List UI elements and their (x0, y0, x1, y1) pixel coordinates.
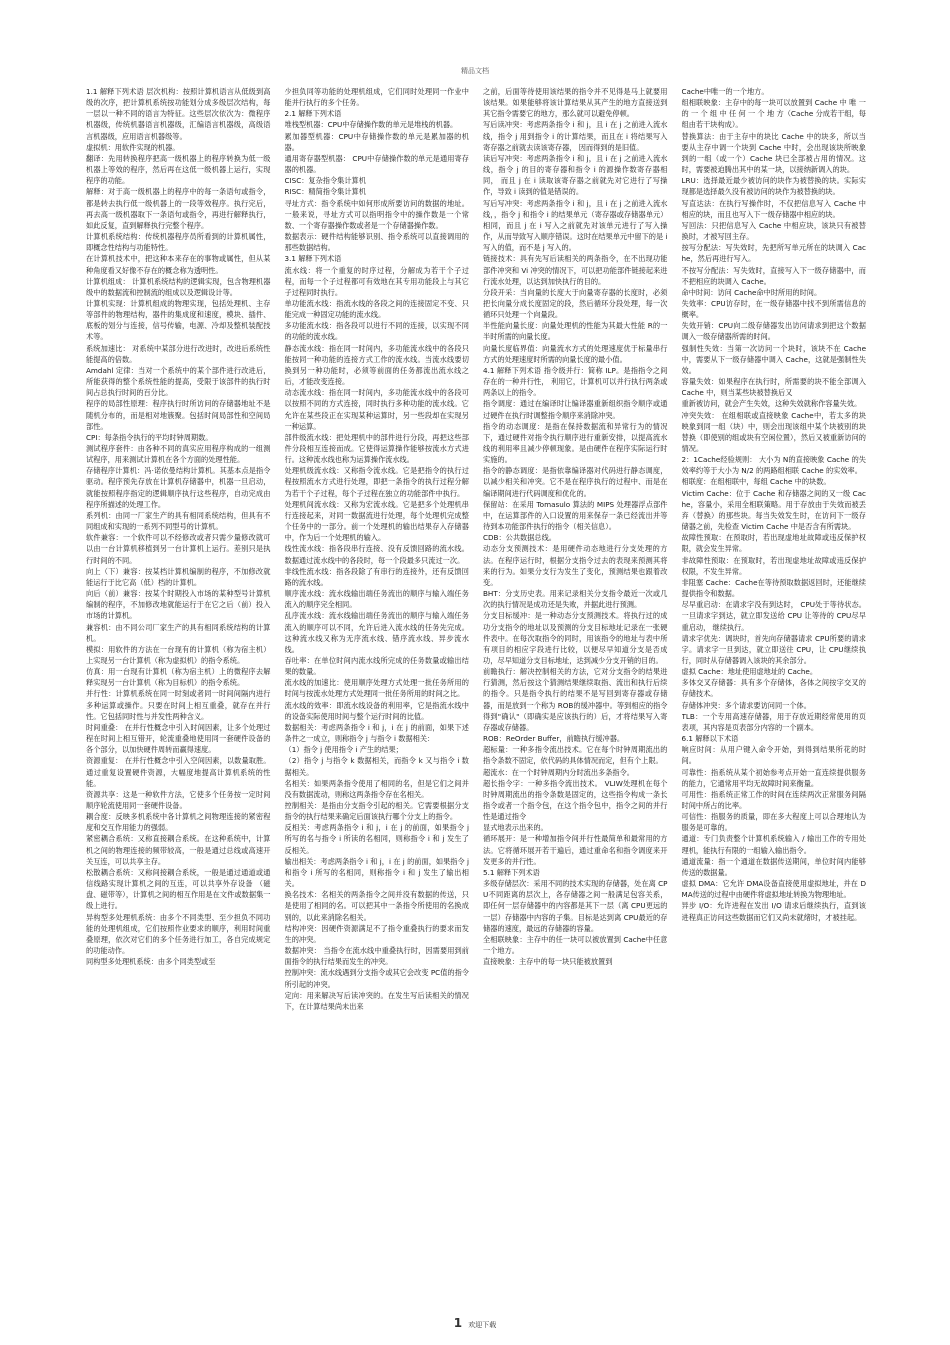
paragraph: 不按写分配法：写失效时，直接写入下一级存储器中，而不把相应的块调入 Cache。 (681, 265, 866, 286)
page-header: 精品文档 (461, 67, 489, 75)
paragraph: 冲突失效： 在组相联或直接映象 Cache中，若太多的块映象到同一组（块）中，则会出现该组中某个块被别的块替换（即使别的组或块有空闲位置），然后又被重新访问的情况。 (681, 410, 866, 453)
paragraph: 循环展开：是一种增加指令间并行性最简单和最常用的方法。它将循环展开若干遍后，通过重命名和指令调度来开发更多的并行性。 (483, 834, 668, 866)
paragraph: 输出相关：考虑两条指令 i 和 j，i 在 j 的前面，如果指令 j 和指令 i 所写的名相同，则称指令 i 和 j 发生了输出相关。 (284, 856, 469, 889)
paragraph: 异构型多处理机系统：由多个不同类型、至少担负不同功能的处理机组成，它们按照作业要求的顺序，利用时间重叠原理，依次对它们的多个任务进行加工，各自完成规定的功能动作。 (86, 912, 271, 956)
paragraph: 数据冲突： 当指令在流水线中重叠执行时，因需要用到前面指令的执行结果而发生的冲突。 (284, 946, 469, 967)
paragraph: Victim Cache：位于 Cache 和存储器之间的又一级 Cache，容量小，采用全相联策略。用于存放由于失效而被丢弃（替换）的那些块。每当失效发生时，在访问下一级存储器之前，先检查 Victim Cache 中是否含有所需块。 (681, 488, 866, 532)
paragraph: 静态流水线：指在同一时间内，多功能流水线中的各段只能按同一种功能的连接方式工作的流水线。当流水线要切换到另一种功能时，必须等前面的任务都流出流水线之后，才能改变连接。 (284, 343, 469, 387)
paragraph: 命中时间：访问 Cache命中时所用的时间。 (681, 287, 822, 297)
paragraph: 显式地表示出来的。 (483, 823, 548, 833)
paragraph: 解释：对于高一级机器上的程序中的每一条语句或指令，都是转去执行低一级机器上的一段等效程序。执行完后，再去高一级机器取下一条语句或指令，再进行解释执行，如此反复，直到解释执行完整个程序。 (86, 187, 271, 230)
paragraph: 存储程序计算机：冯·诺依曼结构计算机。其基本点是指令驱动。程序预先存放在计算机存储器中，机器一旦启动，就能按照程序指定的逻辑顺序执行这些程序，自动完成由程序所描述的处理工作。 (86, 466, 271, 509)
paragraph: 资源共享：这是一种软件方法，它使多个任务按一定时间顺序轮流使用同一套硬件设备。 (86, 789, 271, 810)
paragraph: 相联度：在组相联中，每组 Cache 中的块数。 (681, 477, 831, 487)
paragraph: 非阻塞 Cache：Cache在等待预取数据返回时，还能继续提供指令和数据。 (681, 577, 866, 599)
paragraph: 指令的动态调度：是指在保持数据流和异常行为的情况下，通过硬件对指令执行顺序进行重新安排，以提高流水线的利用率且减少停顿现象。是由硬件在程序实际运行时实施的。 (483, 421, 668, 465)
paragraph: 通道流量：指一个通道在数据传送期间，单位时间内能够传送的数据量。 (681, 856, 866, 877)
paragraph: 按写分配法：写失效时，先把所写单元所在的块调入 Cache，然后再进行写入。 (681, 243, 866, 264)
paragraph: 控制相关：是指由分支指令引起的相关。它需要根据分支指令的执行结果来确定后面该执行哪个分支上的指令。 (284, 801, 469, 822)
paragraph: 资源重复： 在并行性概念中引入空间因素，以数量取胜。通过重复设置硬件资源，大幅度地提高计算机系统的性能。 (86, 756, 271, 788)
paragraph: 数据表示：硬件结构能够识别、指令系统可以直接调用的那些数据结构。 (284, 232, 469, 253)
paragraph: 可信性：指服务的质量，即在多大程度上可以合理地认为服务是可靠的。 (681, 812, 866, 833)
paragraph: 少担负同等功能的处理机组成，它们同时处理同一作业中能并行执行的多个任务。 (284, 87, 469, 108)
paragraph: 寻址方式：指令系统中如何形成所要访问的数据的地址。一般来说，寻址方式可以指明指令中的操作数是一个常数、一个寄存器操作数或者是一个存储器操作数。 (284, 198, 469, 230)
paragraph: （2）指令 j 与指令 k 数据相关，而指令 k 又与指令 i 数据相关。 (284, 756, 469, 777)
paragraph: 模拟：用软件的方法在一台现有的计算机（称为宿主机）上实现另一台计算机（称为虚拟机）的指令系统。 (86, 644, 271, 665)
paragraph: 超长指令字：一种多指令流出技术。 VLIW处理机在每个时钟周期流出的指令条数是固定的，这些指令构成一条长指令或者一个指令包，在这个指令包中，指令之间的并行性是通过指令 (483, 778, 668, 822)
paragraph: 向上（下）兼容：按某档计算机编制的程序，不加修改就能运行于比它高（低）档的计算机。 (86, 566, 271, 587)
paragraph: 向量长度临界值：向量流水方式的处理速度优于标量串行方式的处理速度时所需的向量长度的最小值。 (483, 343, 668, 364)
text-column-2 (285, 86, 470, 1294)
paragraph: 非线性流水线：指各段除了有串行的连接外，还有反馈回路的流水线。 (284, 566, 469, 587)
paragraph: 写后写冲突：考虑两条指令 i 和 j，且 i 在 j 之前进入流水线，，指令 j 和指令 i 的结果单元（寄存器或存储器单元）相同，而且 j 在 i 写入之前就先对该单元进行了写入操作，从而导致写入顺序错误。这时在结果单元中留下的是 i 写入的值，而不是 j 写入的。 (483, 198, 668, 253)
paragraph: 时间重叠： 在并行性概念中引入时间因素，让多个处理过程在时间上相互错开，轮流重叠地使用同一套硬件设备的各个部分，以加快硬件周转而赢得速度。 (86, 722, 271, 755)
text-column-1 (86, 86, 271, 1294)
paragraph: Cache中唯一的一个地方。 (681, 87, 769, 96)
paragraph: 尽早重启动：在请求字没有到达时， CPU处于等待状态。一旦请求字到达，就立即发送给 CPU 让等待的 CPU尽早重启动， 继续执行。 (681, 600, 866, 632)
paragraph: 定向：用来解决写后读冲突的。在发生写后读相关的情况下，在计算结果尚未出来 (284, 990, 469, 1011)
text-column-4 (682, 86, 867, 1294)
paragraph: 控制冲突：流水线遇到分支指令或其它会改变 PC值的指令所引起的冲突。 (284, 968, 469, 989)
paragraph: 结构冲突：因硬件资源满足不了指令重叠执行的要求而发生的冲突。 (284, 923, 469, 944)
paragraph: Amdahl 定律：当对一个系统中的某个部件进行改进后，所能获得的整个系统性能的提高，受限于该部件的执行时间占总执行时间的百分比。 (86, 365, 271, 398)
paragraph: 前瞻执行：解决控制相关的方法，它对分支指令的结果进行猜测，然后按这个猜测结果继续取指、流出和执行后续的指令。只是指令执行的结果不是写回到寄存器或存储器，而是放到一个称为 ROB的缓冲器中。等到相应的指令得到"确认"（即确实是应该执行的）后，才将结果写入寄存器或存储器。 (483, 667, 668, 732)
paragraph: 超标量：一种多指令流出技术。它在每个时钟周期流出的指令条数不固定，依代码的具体情况而定，但有个上限。 (483, 745, 668, 766)
text-column-3 (483, 86, 668, 1294)
page-number: 1 (453, 1316, 463, 1330)
paragraph: 读后写冲突：考虑两条指令 i 和 j，且 i 在 j 之前进入流水线，指令 j 的目的寄存器和指令 i 的源操作数寄存器相同， 而且 j 在 i 读取该寄存器之前就先对它进行了写操作，导致 i 读到的值是错误的。 (483, 153, 668, 197)
paragraph: 累加器型机器：CPU中存储操作数的单元是累加器的机器。 (284, 131, 469, 152)
paragraph: 写回法：只把信息写入 Cache 中相应块，该块只有被替换时，才被写回主存。 (681, 220, 866, 242)
footer-label: 欢迎下载 (468, 1321, 497, 1329)
paragraph: 虚拟 DMA：它允许 DMA设备直接使用虚拟地址，并在 DMA传送的过程中由硬件将虚拟地址转换为物理地址。 (681, 879, 866, 900)
paragraph: RISC：精简指令集计算机 (284, 187, 366, 197)
paragraph: 分支目标缓冲：是一种动态分支预测技术。将执行过的成功分支指令的地址以及预测的分支目标地址记录在一张硬件表中。在每次取指令的同时，用该指令的地址与表中所有项目的相应字段进行比较，以便尽早知道分支是否成功，尽早知道分支目标地址，达到减少分支开销的目的。 (483, 611, 668, 665)
paragraph: 系统加速比： 对系统中某部分进行改进时，改进后系统性能提高的倍数。 (86, 343, 271, 364)
paragraph: 虚拟机：用软件实现的机器。 (86, 142, 180, 152)
paragraph: （1）指令 j 使用指令 i 产生的结果； (284, 745, 403, 755)
paragraph: BHT：分支历史表。用来记录相关分支指令最近一次或几次的执行情况是成功还是失败，并据此进行预测。 (483, 589, 668, 610)
paragraph: 异步 I/O：允许进程在发出 I/O 请求后继续执行，直到该进程真正访问这些数据而它们又尚未就绪时，才被挂起。 (681, 901, 866, 922)
paragraph: 强制性失效：当第一次访问一个块时，该块不在 Cache 中，需要从下一级存储器中调入 Cache，这就是强制性失效。 (681, 343, 866, 375)
paragraph: 链接技术：具有先写后读相关的两条指令，在不出现功能部件冲突和 Vi 冲突的情况下，可以把功能部件链接起来进行流水处理，以达到加快执行的目的。 (483, 254, 668, 286)
paragraph: 组相联映象：主存中的每一块可以放置到 Cache 中 唯 一 的 一 个 组 中 任 何 一 个 地 方（Cache 分成若干组，每组由若干块构成）。 (681, 98, 866, 130)
paragraph: 向后（前）兼容：按某个时期投入市场的某种型号计算机编制的程序，不加修改地就能运行于在它之后（前）投入市场的计算机。 (86, 589, 271, 621)
paragraph: 虚拟 Cache：地址使用虚地址的 Cache。 (681, 667, 818, 677)
paragraph: 流水线的效率：即流水线设备的利用率，它是指流水线中的设备实际使用时间与整个运行时间的比值。 (284, 700, 469, 721)
paragraph: TLB：一个专用高速存储器，用于存放近期经常使用的页表项，其内容是页表部分内容的一个副本。 (681, 711, 866, 732)
paragraph: 程序的局部性原理：程序执行时所访问的存储器地址不是随机分布的，而是相对地簇聚。包括时间局部性和空间局部性。 (86, 399, 271, 431)
paragraph: 直接映象：主存中的每一块只能被放置到 (483, 957, 613, 967)
paragraph: 半性能向量长度：向量处理机的性能为其最大性能 R的一半时所需的向量长度。 (483, 321, 668, 342)
paragraph: 数据相关：考虑两条指令 i 和 j，i 在 j 的前面，如果下述条件之一成立，则称指令 j 与指令 i 数据相关： (284, 722, 469, 744)
paragraph: 多功能流水线：指各段可以进行不同的连接，以实现不同的功能的流水线。 (284, 321, 469, 342)
paragraph: 故障性预取：在预取时，若出现虚地址故障或违反保护权限，就会发生异常。 (681, 533, 866, 554)
paragraph: 通道：专门负责整个计算机系统输入 / 输出工作的专用处理机，能执行有限的一组输入输出指令。 (681, 834, 866, 855)
paragraph: 动态流水线：指在同一时间内，多功能流水线中的各段可以按照不同的方式连接，同时执行多种功能的流水线。它允许在某些段正在实现某种运算时，另一些段却在实现另一种运算。 (284, 388, 469, 431)
paragraph: LRU：选择最近最少被访问的块作为被替换的块。实际实现都是选择最久没有被访问的块作为被替换的块。 (681, 176, 866, 197)
paragraph: 系列机：由同一厂家生产的具有相同系统结构，但具有不同组成和实现的一系列不同型号的计算机。 (86, 510, 271, 532)
paragraph: 测试程序套件：由各种不同的真实应用程序构成的一组测试程序，用来测试计算机在各个方面的处理性能。 (86, 444, 271, 465)
paragraph: 响应时间：从用户键入命令开始，到得到结果所花的时间。 (681, 745, 866, 766)
paragraph: 指令的静态调度：是指依靠编译器对代码进行静态调度，以减少相关和冲突。它不是在程序执行的过程中、而是在编译期间进行代码调度和优化的。 (483, 466, 668, 498)
paragraph: 处理机间流水线：又称为宏流水线。它是把多个处理机串行连接起来，对同一数据流进行处理，每个处理机完成整个任务中的一部分。前一个处理机的输出结果存入存储器中，作为后一个处理机的输入。 (284, 499, 469, 543)
paragraph: 计算机组成： 计算机系统结构的逻辑实现，包含物理机器级中的数据流和控制流的组成以及逻辑设计等。 (86, 276, 271, 297)
paragraph: 在计算机技术中，把这种本来存在的事物或属性，但从某种角度看又好像不存在的概念称为透明性。 (86, 254, 271, 275)
paragraph: 存储体冲突：多个请求要访问同一个体。 (681, 700, 811, 710)
paragraph: CISC：复杂指令集计算机 (284, 176, 366, 186)
paragraph: 计算机系统结构：传统机器程序员所看到的计算机属性，即概念性结构与功能特性。 (86, 232, 271, 253)
document-body (86, 86, 866, 1294)
paragraph: 可用性：指系统正常工作的时间在连续两次正常服务间隔时间中所占的比率。 (681, 789, 866, 810)
paragraph: 仿真：用一台现有计算机（称为宿主机）上的微程序去解释实现另一台计算机（称为目标机）的指令系统。 (86, 667, 271, 688)
paragraph: 流水线的加速比：使用顺序处理方式处理一批任务所用的时间与按流水处理方式处理同一批任务所用的时间之比。 (284, 678, 469, 699)
paragraph: 软件兼容：一个软件可以不经修改或者只需少量修改就可以由一台计算机移植到另一台计算机上运行。差别只是执行时间的不同。 (86, 533, 271, 565)
paragraph: 指令调度：通过在编译时让编译器重新组织指令顺序或通过硬件在执行时调整指令顺序来消除冲突。 (483, 399, 668, 420)
paragraph: 全相联映象：主存中的任一块可以被放置到 Cache中任意一个地方。 (483, 934, 668, 956)
paragraph: 单功能流水线：指流水线的各段之间的连接固定不变、只能完成一种固定功能的流水线。 (284, 298, 469, 320)
paragraph: 2.1 解释下列术语 (284, 109, 342, 119)
paragraph: 请求字优先：调块时，首先向存储器请求 CPU所要的请求字。请求字一旦到达，就立即送往 CPU，让 CPU继续执行，同时从存储器调入该块的其余部分。 (681, 633, 866, 665)
paragraph: 流水线：将一个重复的时序过程，分解成为若干个子过程，而每一个子过程都可有效地在其专用功能段上与其它子过程同时执行。 (284, 265, 469, 297)
paragraph: 可靠性：指系统从某个初始参考点开始一直连续提供服务的能力，它通常用平均无故障时间来衡量。 (681, 767, 866, 788)
paragraph: 耦合度：反映多机系统中各计算机之间物理连接的紧密程度和交互作用能力的强弱。 (86, 812, 271, 833)
paragraph: 翻译：先用转换程序把高一级机器上的程序转换为低一级机器上等效的程序，然后再在这低一级机器上运行，实现程序的功能。 (86, 153, 271, 186)
paragraph: 多体交叉存储器：具有多个存储体，各体之间按字交叉的存储技术。 (681, 678, 866, 699)
paragraph: 写后读冲突：考虑两条指令 i 和 j，且 i 在 j 之前进入流水线，指令 j 用到指令 i 的计算结果，而且在 i 将结果写入寄存器之前就去读该寄存器， 因而得到的是旧值。 (483, 120, 668, 152)
paragraph: 5.1 解释下列术语 (483, 867, 540, 877)
paragraph: 3.1 解释下列术语 (284, 254, 342, 264)
paragraph: 4.1 解释下列术语 指令级并行：简称 ILP。是指指令之间存在的一种并行性， 利用它，计算机可以并行执行两条或两条以上的指令。 (483, 365, 668, 398)
paragraph: 2：1Cache经验规则： 大小为 N的直接映象 Cache 的失效率约等于大小为 N/2 的两路组相联 Cache 的实效率。 (681, 455, 866, 476)
paragraph: 失效率：CPU访存时，在一级存储器中找不到所需信息的概率。 (681, 298, 866, 320)
paragraph: 堆栈型机器：CPU中存储操作数的单元是堆栈的机器。 (284, 120, 458, 130)
paragraph: 之前，后面等待使用该结果的指令并不见得是马上就要用该结果。如果能够将该计算结果从其产生的地方直接送到其它指令需要它的地方，那么就可以避免停顿。 (483, 87, 668, 119)
paragraph: 处理机级流水线：又称指令流水线。它是把指令的执行过程按照流水方式进行处理，即把一条指令的执行过程分解为若干个子过程，每个子过程在独立的功能部件中执行。 (284, 466, 469, 498)
paragraph: ROB：ReOrder Buffer，前瞻执行缓冲器。 (483, 734, 625, 744)
paragraph: 吞吐率：在单位时间内流水线所完成的任务数量或输出结果的数量。 (284, 655, 469, 677)
paragraph: 部件级流水线：把处理机中的部件进行分段，再把这些部件分段相互连接而成。它使得运算操作能够按流水方式进行。这种流水线也称为运算操作流水线。 (284, 432, 469, 465)
paragraph: 并行性：计算机系统在同一时刻或者同一时间间隔内进行多种运算或操作。只要在时间上相互重叠，就存在并行性。它包括同时性与并发性两种含义。 (86, 689, 271, 721)
paragraph: 计算机实现：计算机组成的物理实现，包括处理机、主存等部件的物理结构，器件的集成度和速度，模块、插件、底板的划分与连接，信号传输，电源、冷却及整机装配技术等。 (86, 298, 271, 342)
paragraph: 写直达法：在执行写操作时，不仅把信息写入 Cache 中相应的块，而且也写入下一级存储器中相应的块。 (681, 198, 866, 219)
paragraph: 1.1 解释下列术语 层次机构：按照计算机语言从低级到高级的次序，把计算机系统按功能划分成多级层次结构，每一层以一种不同的语言为特征。这些层次依次为：微程序机器级，传统机器语言机器级，汇编语言机器级，高级语言机器级，应用语言机器级等。 (86, 87, 271, 141)
paragraph: 顺序流水线：流水线输出端任务流出的顺序与输入端任务流入的顺序完全相同。 (284, 589, 469, 610)
paragraph: 松散耦合系统：又称间接耦合系统，一般是通过通道或通信线路实现计算机之间的互连，可以共享外存设备 （磁盘、磁带等），计算机之间的相互作用是在文件或数据集一级上进行。 (86, 867, 271, 911)
paragraph: 紧密耦合系统：又称直接耦合系统。在这种系统中，计算机之间的物理连接的频带较高，一般是通过总线或高速开关互连，可以共享主存。 (86, 834, 271, 866)
paragraph: 分段开采：当向量的长度大于向量寄存器的长度时，必须把长向量分成长度固定的段，然后循环分段处理，每一次循环只处理一个向量段。 (483, 287, 668, 320)
paragraph: 同构型多处理机系统：由多个同类型或至 (86, 957, 216, 967)
paragraph: CDB：公共数据总线。 (483, 533, 556, 543)
paragraph: 容量失效：如果程序在执行时，所需要的块不能全部调入 Cache 中，则当某些块被替换后又 (681, 377, 866, 398)
paragraph: 通用寄存器型机器： CPU中存储操作数的单元是通用寄存器的机器。 (284, 153, 469, 175)
paragraph: 多级存储层次：采用不同的技术实现的存储器，处在离 CPU不同距离的层次上，各存储器之间一般满足包容关系，即任何一层存储器中的内容都是其下一层（离 CPU更远的一层）存储器中内容的子集。目标是达到离 CPU最近的存储器的速度，最远的存储器的容量。 (483, 879, 668, 933)
paragraph: 乱序流水线：流水线输出端任务流出的顺序与输入端任务流入的顺序可以不同，允许后进入流水线的任务先完成。这种流水线又称为无序流水线、错序流水线、异步流水线。 (284, 611, 469, 654)
paragraph: 线性流水线：指各段串行连接、没有反馈回路的流水线。数据通过流水线中的各段时，每一个段最多只流过一次。 (284, 544, 469, 565)
paragraph: 替换算法：由于主存中的块比 Cache 中的块多，所以当要从主存中调一个块到 Cache 中时，会出现该块所映象到的一组（或一个）Cache 块已全部被占用的情况。这时，需要被迫腾出其中的某一块，以接纳新调入的块。 (681, 131, 866, 175)
paragraph: 失效开销：CPU向二级存储器发出访问请求到把这个数据调入一级存储器所需的时间。 (681, 321, 866, 342)
paragraph: 名相关：如果两条指令使用了相同的名，但是它们之间并没有数据流动，则称这两条指令存在名相关。 (284, 778, 469, 799)
paragraph: 兼容机：由不同公司厂家生产的具有相同系统结构的计算机。 (86, 622, 271, 643)
paragraph: 保留站：在采用 Tomasulo 算法的 MIPS 处理器浮点部件中，在运算部件的入口设置的用来保存一条已经流出并等待到本功能部件执行的指令（相关信息）。 (483, 499, 668, 532)
paragraph: 重新被访问，就会产生失效，这种失效就称作容量失效。 (681, 399, 862, 409)
page-footer (0, 1316, 950, 1330)
paragraph: 6.1 解释以下术语 (681, 734, 739, 744)
paragraph: 非故障性预取：在预取时，若出现虚地址故障或违反保护权限，不发生异常。 (681, 555, 866, 576)
paragraph: 超流水：在一个时钟周期内分时流出多条指令。 (483, 767, 634, 777)
paragraph: 反相关：考虑两条指令 i 和 j，i 在 j 的前面，如果指令 j 所写的名与指令 i 所读的名相同，则称指令 i 和 j 发生了反相关。 (284, 823, 469, 855)
paragraph: 换名技术：名相关的两条指令之间并没有数据的传送，只是使用了相同的名。可以把其中一条指令所使用的名换成别的，以此来消除名相关。 (284, 890, 469, 922)
paragraph: 动态分支预测技术：是用硬件动态地进行分支处理的方法。在程序运行时，根据分支指令过去的表现来预测其将来的行为。如果分支行为发生了变化，预测结果也跟着改变。 (483, 544, 668, 587)
paragraph: CPI：每条指令执行的平均时钟周期数。 (86, 432, 213, 442)
